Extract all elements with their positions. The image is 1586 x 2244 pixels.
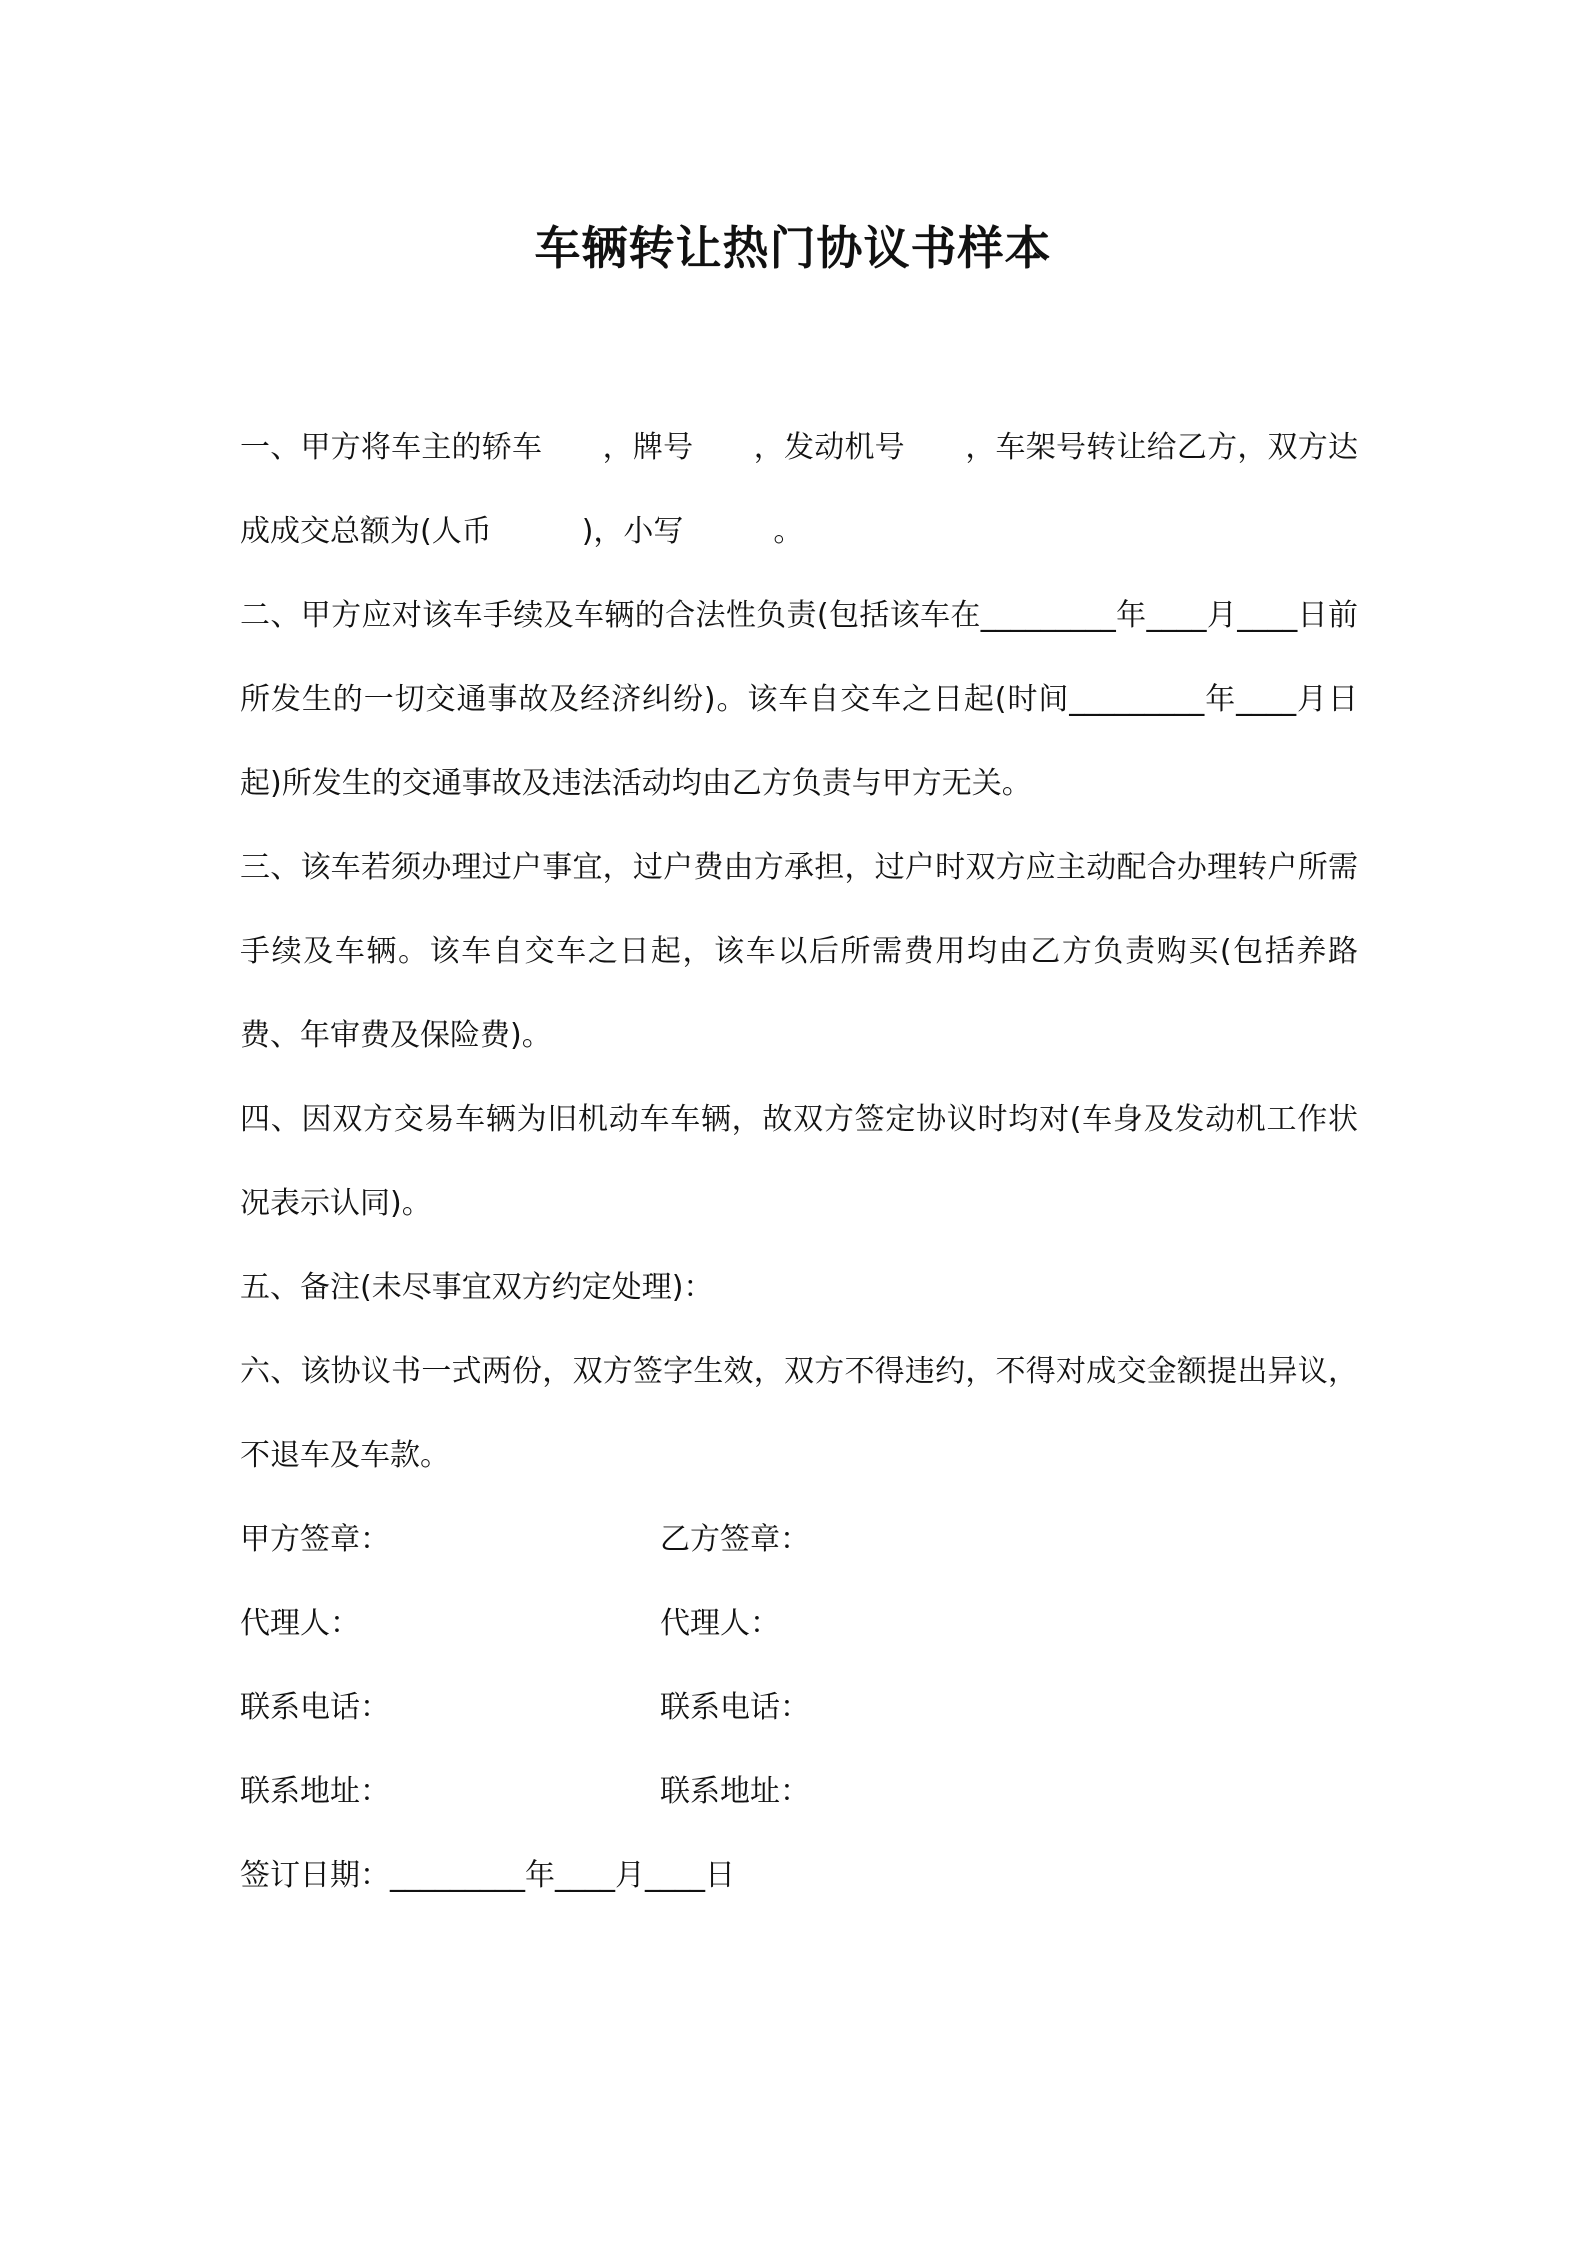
clause-4: 四、因双方交易车辆为旧机动车车辆，故双方签定协议时均对(车身及发动机工作状况表示认同)。 <box>240 1102 1358 1221</box>
phone-row <box>240 1666 1358 1750</box>
clause-6: 六、该协议书一式两份，双方签字生效，双方不得违约，不得对成交金额提出异议，不退车及车款。 <box>240 1354 1358 1473</box>
party-a-agent-label: 代理人： <box>240 1606 360 1641</box>
sign-date: 签订日期：_________年____月____日 <box>240 1858 735 1893</box>
address-row <box>240 1750 1358 1834</box>
party-a-signature-label: 甲方签章： <box>240 1522 390 1557</box>
clause-2: 二、甲方应对该车手续及车辆的合法性负责(包括该车在_________年____月____日前所发生的一切交通事故及经济纠纷)。该车自交车之日起(时间_________年____月日起)所发生的交通事故及违法活动均由乙方负责与甲方无关。 <box>240 598 1358 801</box>
clause-1: 一、甲方将车主的轿车 ，牌号 ，发动机号 ，车架号转让给乙方，双方达成成交总额为(人币 )，小写 。 <box>240 430 1358 549</box>
party-b-signature-label: 乙方签章： <box>660 1522 810 1557</box>
agent-row <box>240 1582 1358 1666</box>
party-b-address-label: 联系地址： <box>660 1774 810 1809</box>
party-a-address-label: 联系地址： <box>240 1774 390 1809</box>
document-title: 车辆转让热门协议书样本 <box>534 221 1052 275</box>
document-body <box>240 406 1358 1918</box>
party-b-agent-label: 代理人： <box>660 1606 780 1641</box>
clause-5: 五、备注(未尽事宜双方约定处理)： <box>240 1270 714 1305</box>
party-a-phone-label: 联系电话： <box>240 1690 390 1725</box>
party-b-phone-label: 联系电话： <box>660 1690 810 1725</box>
signature-row <box>240 1498 1358 1582</box>
clause-3: 三、该车若须办理过户事宜，过户费由方承担，过户时双方应主动配合办理转户所需手续及车辆。该车自交车之日起，该车以后所需费用均由乙方负责购买(包括养路费、年审费及保险费)。 <box>240 850 1358 1053</box>
